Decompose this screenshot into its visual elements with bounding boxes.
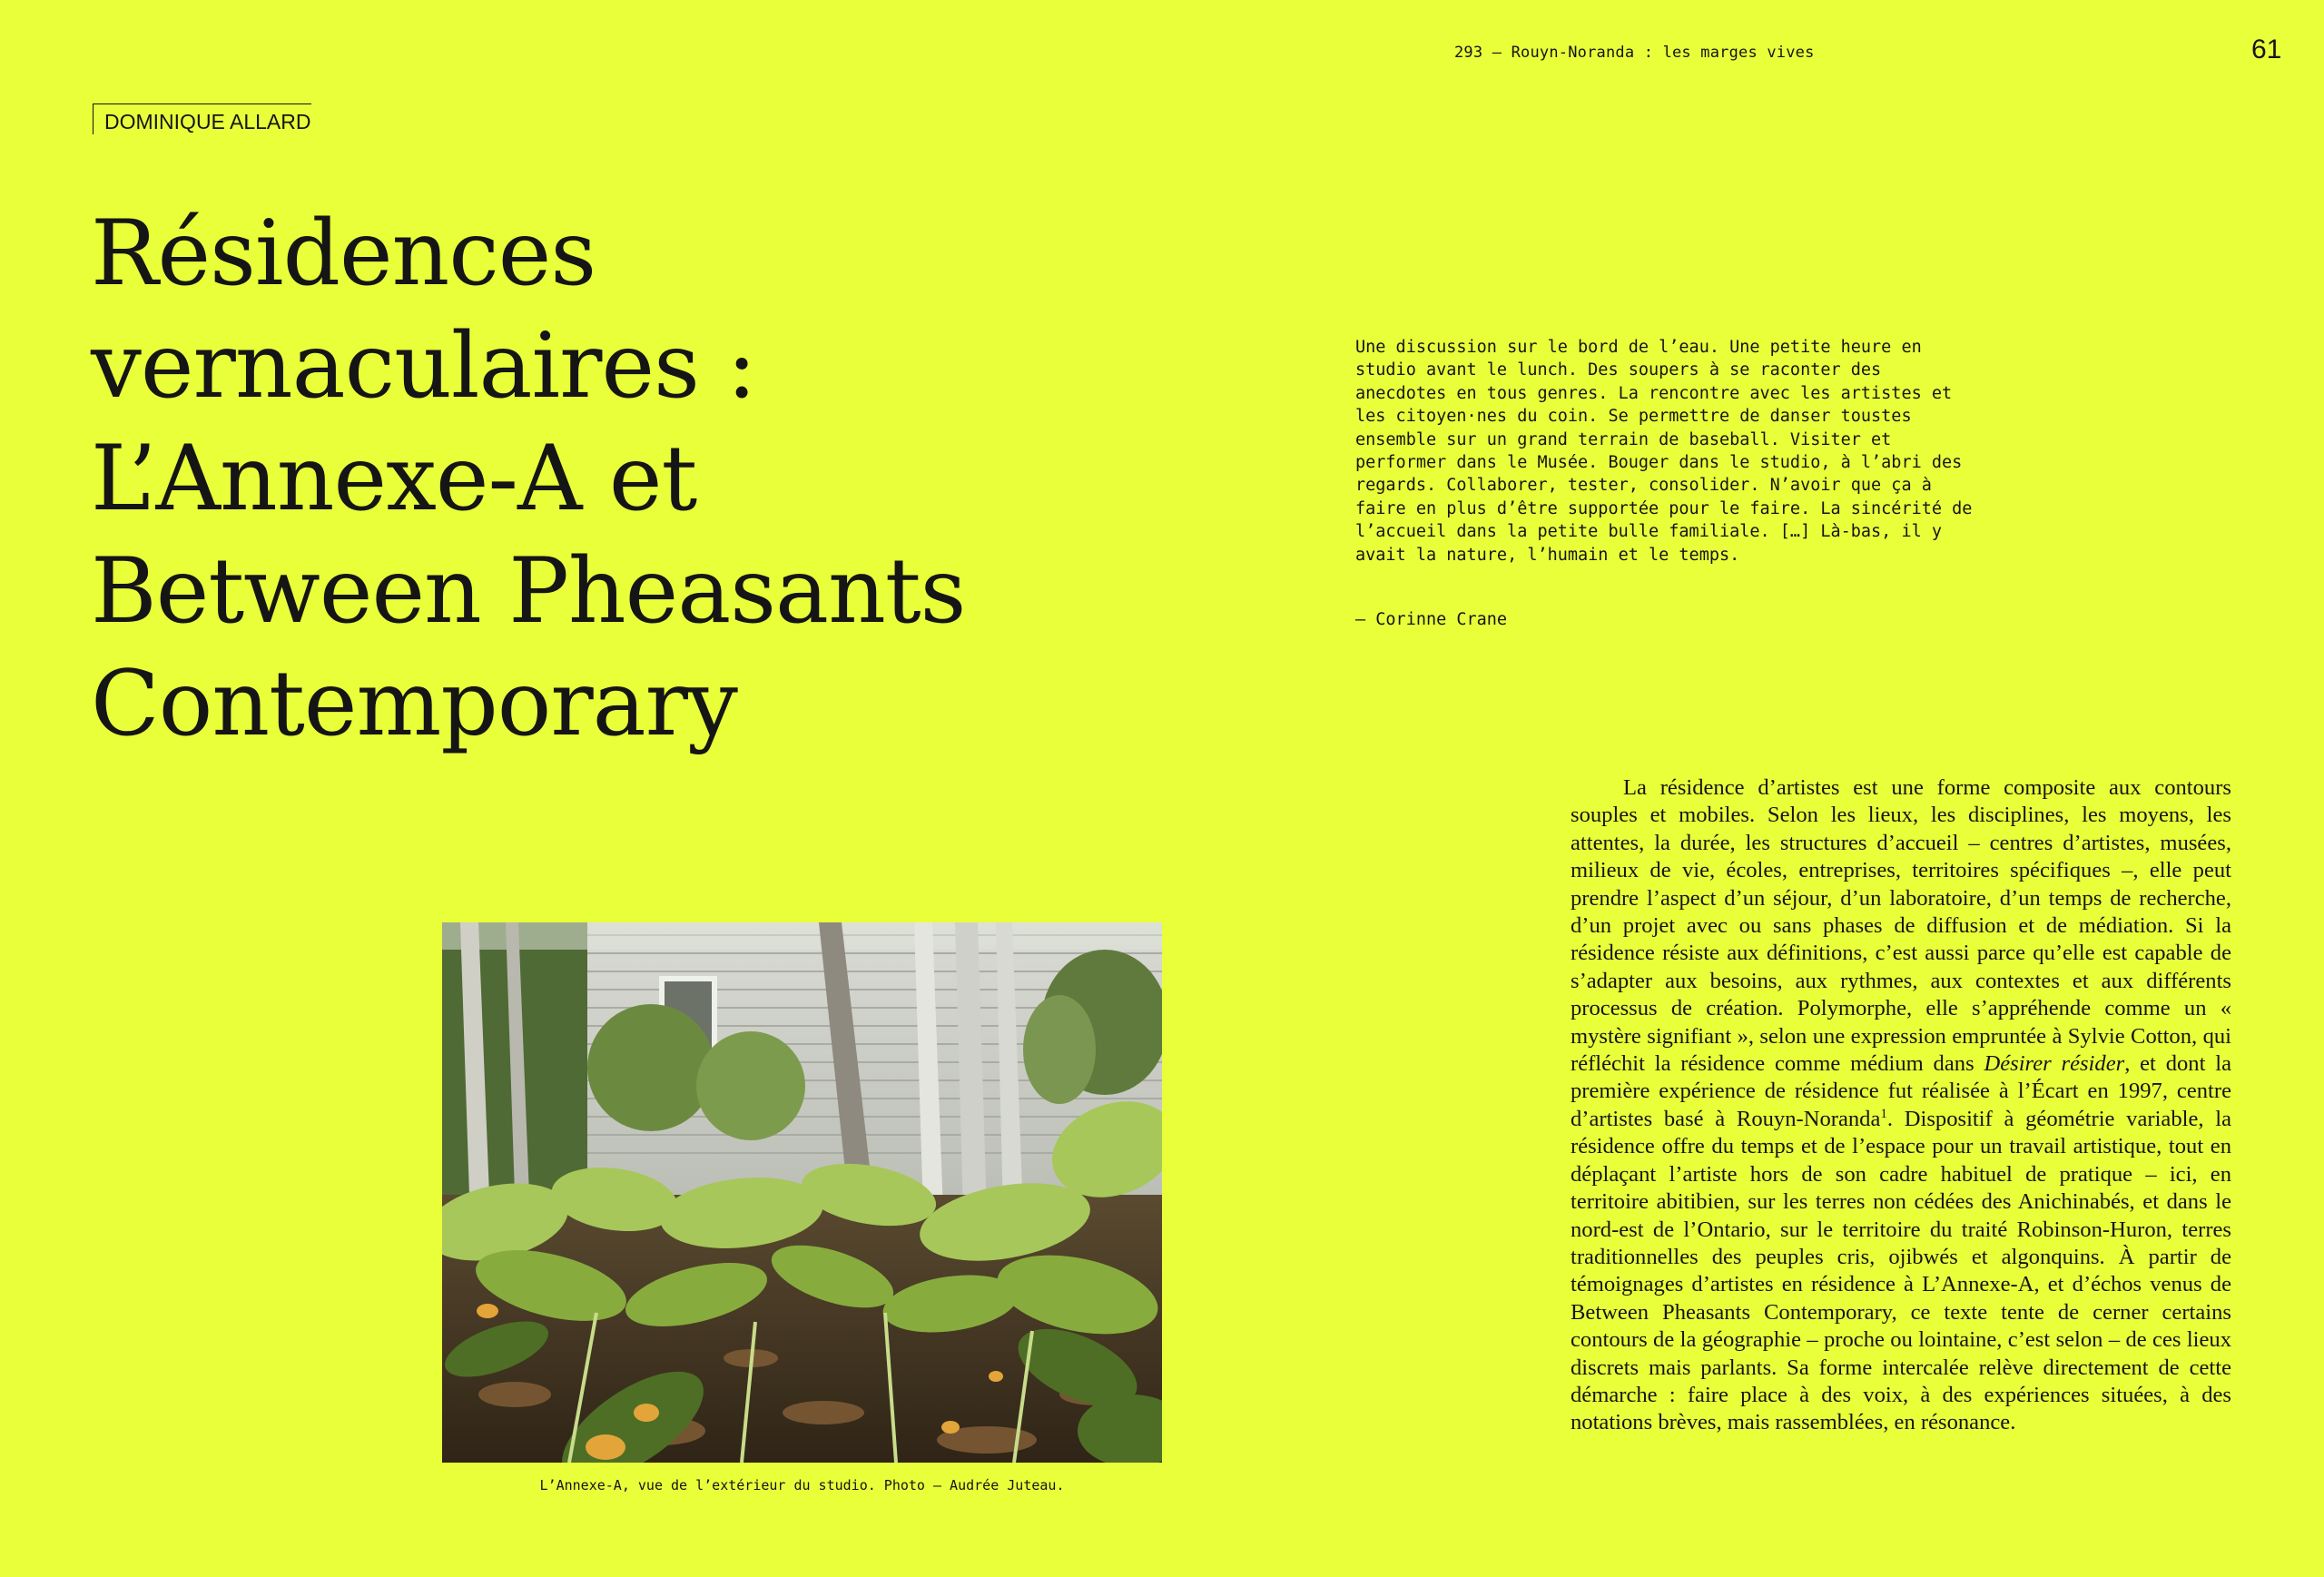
article-title bbox=[91, 198, 1044, 761]
body-text-part: La résidence d’artistes est une forme composite aux contours souples et mobiles. Selon les lieux, les disciplines, les moyens, les attentes, la durée, les structures d’accueil – centres d’artistes, musées, milieux de vie, écoles, entreprises, territoires spécifiques –, elle peut prendre l’aspect d’un séjour, d’un laboratoire, d’un temps de recherche, d’un projet avec ou sans phases de diffusion et de médiation. Si la résidence résiste aux définitions, c’est aussi parce qu’elle est capable de s’adapter aux besoins, aux rythmes, aux contextes et aux différents processus de création. Polymorphe, elle s’appréhende comme un « mystère signifiant », selon une expression empruntée à Sylvie Cotton, qui réfléchit la résidence comme médium dans bbox=[1571, 775, 2231, 1077]
body-text-part: , et dont la première expérience de résidence fut réalisée à l’Écart en 1997, centre d’artistes basé à Rouyn-Noranda bbox=[1571, 1051, 2231, 1131]
studio-photo-illustration bbox=[442, 922, 1162, 1463]
author-tag: DOMINIQUE ALLARD bbox=[93, 103, 311, 134]
body-paragraph bbox=[1571, 774, 2231, 1437]
title-line: vernaculaires : bbox=[91, 314, 756, 419]
title-line: L’Annexe-A et bbox=[91, 427, 697, 531]
studio-photo bbox=[442, 922, 1162, 1463]
photo-caption: L’Annexe-A, vue de l’extérieur du studio. Photo – Audrée Juteau. bbox=[539, 1477, 1065, 1493]
title-line: Between Pheasants bbox=[91, 539, 966, 644]
epigraph-attribution: – Corinne Crane bbox=[1355, 610, 1508, 629]
title-line: Contemporary bbox=[91, 652, 737, 756]
title-line: Résidences bbox=[91, 202, 596, 306]
page-number: 61 bbox=[2251, 34, 2282, 64]
footnote-marker[interactable]: 1 bbox=[1880, 1106, 1887, 1121]
running-head: 293 — Rouyn-Noranda : les marges vives bbox=[1454, 44, 1815, 62]
book-title: Désirer résider bbox=[1984, 1051, 2125, 1077]
body-text-part: . Dispositif à géométrie variable, la résidence offre du temps et de l’espace pour un travail artistique, tout en déplaçant l’artiste hors de son cadre habituel de pratique – ici, en territoire abitibien, sur les terres non cédées des Anichinabés, et dans le nord-est de l’Ontario, sur le territoire du traité Robinson-Huron, terres traditionnelles des peuples cris, ojibwés et algonquins. À partir de témoignages d’artistes en résidence à L’Annexe-A, et d’échos venus de Between Pheasants Contemporary, ce texte tente de cerner certains contours de la géographie – proche ou lointaine, c’est selon – de ces lieux discrets mais parlants. Sa forme intercalée relève directement de cette démarche : faire place à des voix, à des expériences situées, à des notations brèves, mais rassemblées, en résonance. bbox=[1571, 1106, 2231, 1435]
epigraph: Une discussion sur le bord de l’eau. Une petite heure en studio avant le lunch. Des soupers à se raconter des anecdotes en tous genres. La rencontre avec les artistes et les citoyen·nes du coin. Se permettre de danser toustes ensemble sur un grand terrain de baseball. Visiter et performer dans le Musée. Bouger dans le studio, à l’abri des regards. Collaborer, tester, consolider. N’avoir que ça à faire en plus d’être supportée pour le faire. La sincérité de l’accueil dans la petite bulle familiale. […] Là-bas, il y avait la nature, l’humain et le temps. bbox=[1355, 338, 1973, 565]
